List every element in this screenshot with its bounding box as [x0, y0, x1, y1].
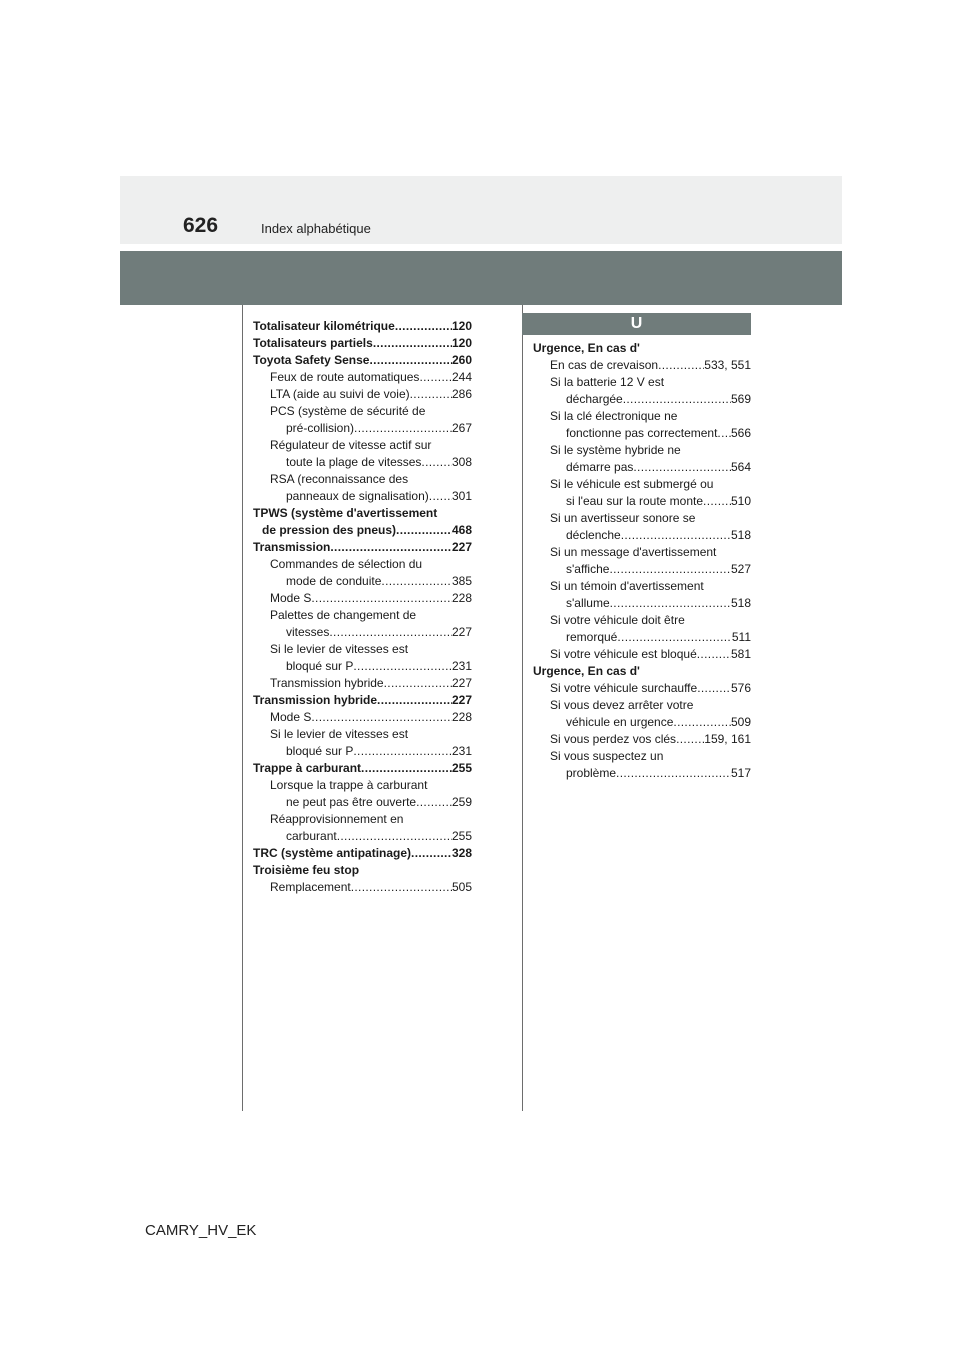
index-entry-text: RSA (reconnaissance des: [270, 472, 409, 486]
index-entry-text: Si vous perdez vos clés: [550, 732, 677, 746]
leader-dots: [330, 539, 452, 556]
leader-dots: [617, 629, 732, 646]
index-entry-text: Transmission hybride: [253, 693, 378, 707]
index-entry: [533, 663, 751, 680]
leader-dots: [416, 794, 452, 811]
index-entry-page: 510: [730, 494, 751, 508]
index-entry-page: 564: [730, 460, 751, 474]
index-entry-page: 527: [730, 562, 751, 576]
index-entry-page: 518: [730, 596, 751, 610]
index-entry: [253, 760, 472, 777]
index-entry: [533, 493, 751, 510]
index-entry: [253, 862, 472, 879]
index-entry-text: TPWS (système d'avertissement: [253, 506, 438, 520]
index-entry-page: 227: [451, 625, 472, 639]
document-code: CAMRY_HV_EK: [145, 1222, 257, 1239]
index-entry: [533, 476, 751, 493]
index-entry-text: pré-collision): [286, 421, 355, 435]
index-entry: [253, 845, 472, 862]
index-entry: [533, 459, 751, 476]
index-entry-text: Remplacement: [270, 880, 351, 894]
index-entry-page: 505: [451, 880, 472, 894]
index-entry-text: Urgence, En cas d': [533, 664, 640, 678]
index-entry: [533, 697, 751, 714]
leader-dots: [411, 845, 452, 862]
leader-dots: [697, 646, 731, 663]
header-band: [120, 176, 842, 244]
index-entry: [533, 561, 751, 578]
index-entry-text: problème: [566, 766, 617, 780]
index-entry-text: Palettes de changement de: [270, 608, 417, 622]
index-entry-page: 228: [451, 591, 472, 605]
index-entry: [253, 454, 472, 471]
index-entry-text: ne peut pas être ouverte: [286, 795, 417, 809]
index-entry-page: 566: [730, 426, 751, 440]
left-column-rule: [242, 305, 243, 1111]
index-entry-page: 468: [451, 523, 472, 537]
leader-dots: [658, 357, 704, 374]
index-entry-text: PCS (système de sécurité de: [270, 404, 426, 418]
index-entry-page: 286: [451, 387, 472, 401]
index-column-right: [533, 340, 751, 782]
index-entry: [533, 340, 751, 357]
index-entry: [253, 386, 472, 403]
index-entry-text: Si vous devez arrêter votre: [550, 698, 694, 712]
index-entry-page: 533, 551: [704, 358, 751, 372]
index-entry-page: 517: [730, 766, 751, 780]
index-entry: [533, 629, 751, 646]
index-entry: [533, 714, 751, 731]
index-column-left: [253, 318, 472, 896]
index-entry: [253, 811, 472, 828]
index-entry-text: démarre pas: [566, 460, 634, 474]
index-entry-page: 159, 161: [704, 732, 751, 746]
index-entry-text: fonctionne pas correctement: [566, 426, 718, 440]
leader-dots: [616, 765, 731, 782]
index-entry-text: Troisième feu stop: [253, 863, 360, 877]
index-entry: [253, 352, 472, 369]
leader-dots: [633, 459, 731, 476]
index-entry-text: véhicule en urgence: [566, 715, 674, 729]
index-entry-page: 511: [731, 630, 751, 644]
index-entry: [253, 573, 472, 590]
index-entry-page: 308: [451, 455, 472, 469]
index-entry-text: mode de conduite: [286, 574, 382, 588]
leader-dots: [337, 828, 452, 845]
index-entry-page: 244: [451, 370, 472, 384]
index-entry-text: LTA (aide au suivi de voie): [270, 387, 410, 401]
leader-dots: [329, 624, 452, 641]
index-entry: [253, 488, 472, 505]
index-entry-text: Urgence, En cas d': [533, 341, 640, 355]
index-entry-page: 227: [451, 540, 472, 554]
index-entry-text: Si le levier de vitesses est: [270, 727, 409, 741]
index-entry-text: Transmission: [253, 540, 331, 554]
index-entry-text: Si un témoin d'avertissement: [550, 579, 704, 593]
index-entry-text: En cas de crevaison: [550, 358, 659, 372]
leader-dots: [373, 335, 452, 352]
index-entry: [533, 646, 751, 663]
index-entry: [253, 522, 472, 539]
index-entry: [533, 425, 751, 442]
index-entry-text: Totalisateurs partiels: [253, 336, 373, 350]
index-entry-page: 227: [451, 676, 472, 690]
index-entry-text: Si vous suspectez un: [550, 749, 664, 763]
index-entry: [253, 335, 472, 352]
leader-dots: [609, 561, 731, 578]
index-entry-text: Trappe à carburant: [253, 761, 362, 775]
index-entry-text: Mode S: [270, 591, 312, 605]
leader-dots: [353, 658, 452, 675]
index-entry: [253, 318, 472, 335]
leader-dots: [703, 493, 731, 510]
section-title: Index alphabétique: [261, 221, 371, 236]
index-entry-text: Réapprovisionnement en: [270, 812, 404, 826]
index-entry-text: Si un avertisseur sonore se: [550, 511, 696, 525]
index-entry-text: bloqué sur P: [286, 659, 354, 673]
index-entry-page: 228: [451, 710, 472, 724]
leader-dots: [697, 680, 731, 697]
index-entry-page: 260: [451, 353, 472, 367]
index-entry: [533, 765, 751, 782]
index-entry-text: de pression des pneus): [262, 523, 397, 537]
index-entry-text: déclenche: [566, 528, 621, 542]
index-entry-page: 120: [451, 319, 472, 333]
index-entry-text: Commandes de sélection du: [270, 557, 423, 571]
index-entry: [533, 578, 751, 595]
index-entry: [253, 539, 472, 556]
index-entry: [533, 731, 751, 748]
leader-dots: [421, 454, 452, 471]
index-entry-page: 255: [451, 829, 472, 843]
index-entry: [253, 420, 472, 437]
index-entry: [253, 794, 472, 811]
index-entry: [533, 612, 751, 629]
leader-dots: [361, 760, 452, 777]
leader-dots: [311, 590, 452, 607]
index-entry: [253, 403, 472, 420]
index-entry-page: 569: [730, 392, 751, 406]
index-entry: [533, 544, 751, 561]
index-entry-page: 301: [451, 489, 472, 503]
index-entry-text: toute la plage de vitesses: [286, 455, 422, 469]
index-entry-text: Si la batterie 12 V est: [550, 375, 665, 389]
index-entry: [253, 641, 472, 658]
index-entry-page: 259: [451, 795, 472, 809]
index-entry: [533, 527, 751, 544]
index-entry: [253, 692, 472, 709]
leader-dots: [610, 595, 731, 612]
index-entry-text: Si le levier de vitesses est: [270, 642, 409, 656]
index-entry-text: Toyota Safety Sense: [253, 353, 370, 367]
index-entry-text: Mode S: [270, 710, 312, 724]
index-entry-page: 120: [451, 336, 472, 350]
index-entry-text: s'affiche: [566, 562, 610, 576]
index-entry-text: Si le système hybride ne: [550, 443, 681, 457]
index-entry: [253, 743, 472, 760]
index-entry: [253, 369, 472, 386]
index-entry: [533, 442, 751, 459]
index-entry-page: 385: [451, 574, 472, 588]
leader-dots: [351, 879, 452, 896]
index-entry: [533, 510, 751, 527]
leader-dots: [311, 709, 452, 726]
index-entry-page: 255: [451, 761, 472, 775]
leader-dots: [623, 391, 731, 408]
leader-dots: [377, 692, 452, 709]
index-entry-text: vitesses: [286, 625, 330, 639]
index-entry: [253, 675, 472, 692]
index-entry: [253, 709, 472, 726]
leader-dots: [354, 420, 452, 437]
index-entry: [533, 680, 751, 697]
index-entry-page: 576: [730, 681, 751, 695]
index-entry: [253, 590, 472, 607]
leader-dots: [395, 318, 452, 335]
index-entry-text: Si un message d'avertissement: [550, 545, 717, 559]
index-entry-text: Transmission hybride: [270, 676, 384, 690]
index-entry-text: Si votre véhicule surchauffe: [550, 681, 698, 695]
index-entry: [253, 726, 472, 743]
index-entry-page: 231: [451, 744, 472, 758]
letter-header-u: U: [522, 313, 751, 335]
index-entry-page: 581: [730, 647, 751, 661]
index-entry: [253, 471, 472, 488]
index-entry: [533, 408, 751, 425]
index-entry-page: 227: [451, 693, 472, 707]
index-entry: [253, 624, 472, 641]
index-entry: [253, 505, 472, 522]
leader-dots: [396, 522, 452, 539]
index-entry: [533, 595, 751, 612]
index-entry-text: Si la clé électronique ne: [550, 409, 678, 423]
index-entry: [533, 357, 751, 374]
index-entry-text: TRC (système antipatinage): [253, 846, 412, 860]
index-entry-page: 509: [730, 715, 751, 729]
index-entry-text: s'allume: [566, 596, 610, 610]
index-entry-text: Si le véhicule est submergé ou: [550, 477, 714, 491]
leader-dots: [419, 369, 452, 386]
index-entry-text: Lorsque la trappe à carburant: [270, 778, 428, 792]
page-number: 626: [183, 214, 219, 237]
right-column-rule: [522, 305, 523, 1111]
leader-dots: [381, 573, 452, 590]
index-entry-page: 518: [730, 528, 751, 542]
index-entry: [253, 777, 472, 794]
leader-dots: [410, 386, 452, 403]
index-entry-text: remorqué: [566, 630, 618, 644]
index-entry: [253, 658, 472, 675]
index-entry: [253, 828, 472, 845]
index-entry-text: Si votre véhicule doit être: [550, 613, 685, 627]
index-entry-text: Si votre véhicule est bloqué: [550, 647, 697, 661]
leader-dots: [621, 527, 731, 544]
index-entry-page: 328: [451, 846, 472, 860]
index-entry-text: déchargée: [566, 392, 623, 406]
index-entry: [253, 556, 472, 573]
index-entry-text: si l'eau sur la route monte: [566, 494, 704, 508]
index-entry: [533, 748, 751, 765]
index-entry: [253, 607, 472, 624]
section-banner: [120, 251, 842, 305]
leader-dots: [673, 714, 731, 731]
index-entry: [533, 391, 751, 408]
leader-dots: [676, 731, 704, 748]
index-entry: [253, 879, 472, 896]
leader-dots: [429, 488, 452, 505]
index-entry-page: 231: [451, 659, 472, 673]
index-entry-page: 267: [451, 421, 472, 435]
leader-dots: [369, 352, 451, 369]
index-entry-text: carburant: [286, 829, 337, 843]
index-entry: [253, 437, 472, 454]
index-entry-text: Totalisateur kilométrique: [253, 319, 395, 333]
leader-dots: [384, 675, 452, 692]
index-entry: [533, 374, 751, 391]
leader-dots: [353, 743, 452, 760]
index-entry-text: bloqué sur P: [286, 744, 354, 758]
index-entry-text: panneaux de signalisation): [286, 489, 429, 503]
index-entry-text: Régulateur de vitesse actif sur: [270, 438, 432, 452]
index-entry-text: Feux de route automatiques: [270, 370, 420, 384]
leader-dots: [717, 425, 731, 442]
